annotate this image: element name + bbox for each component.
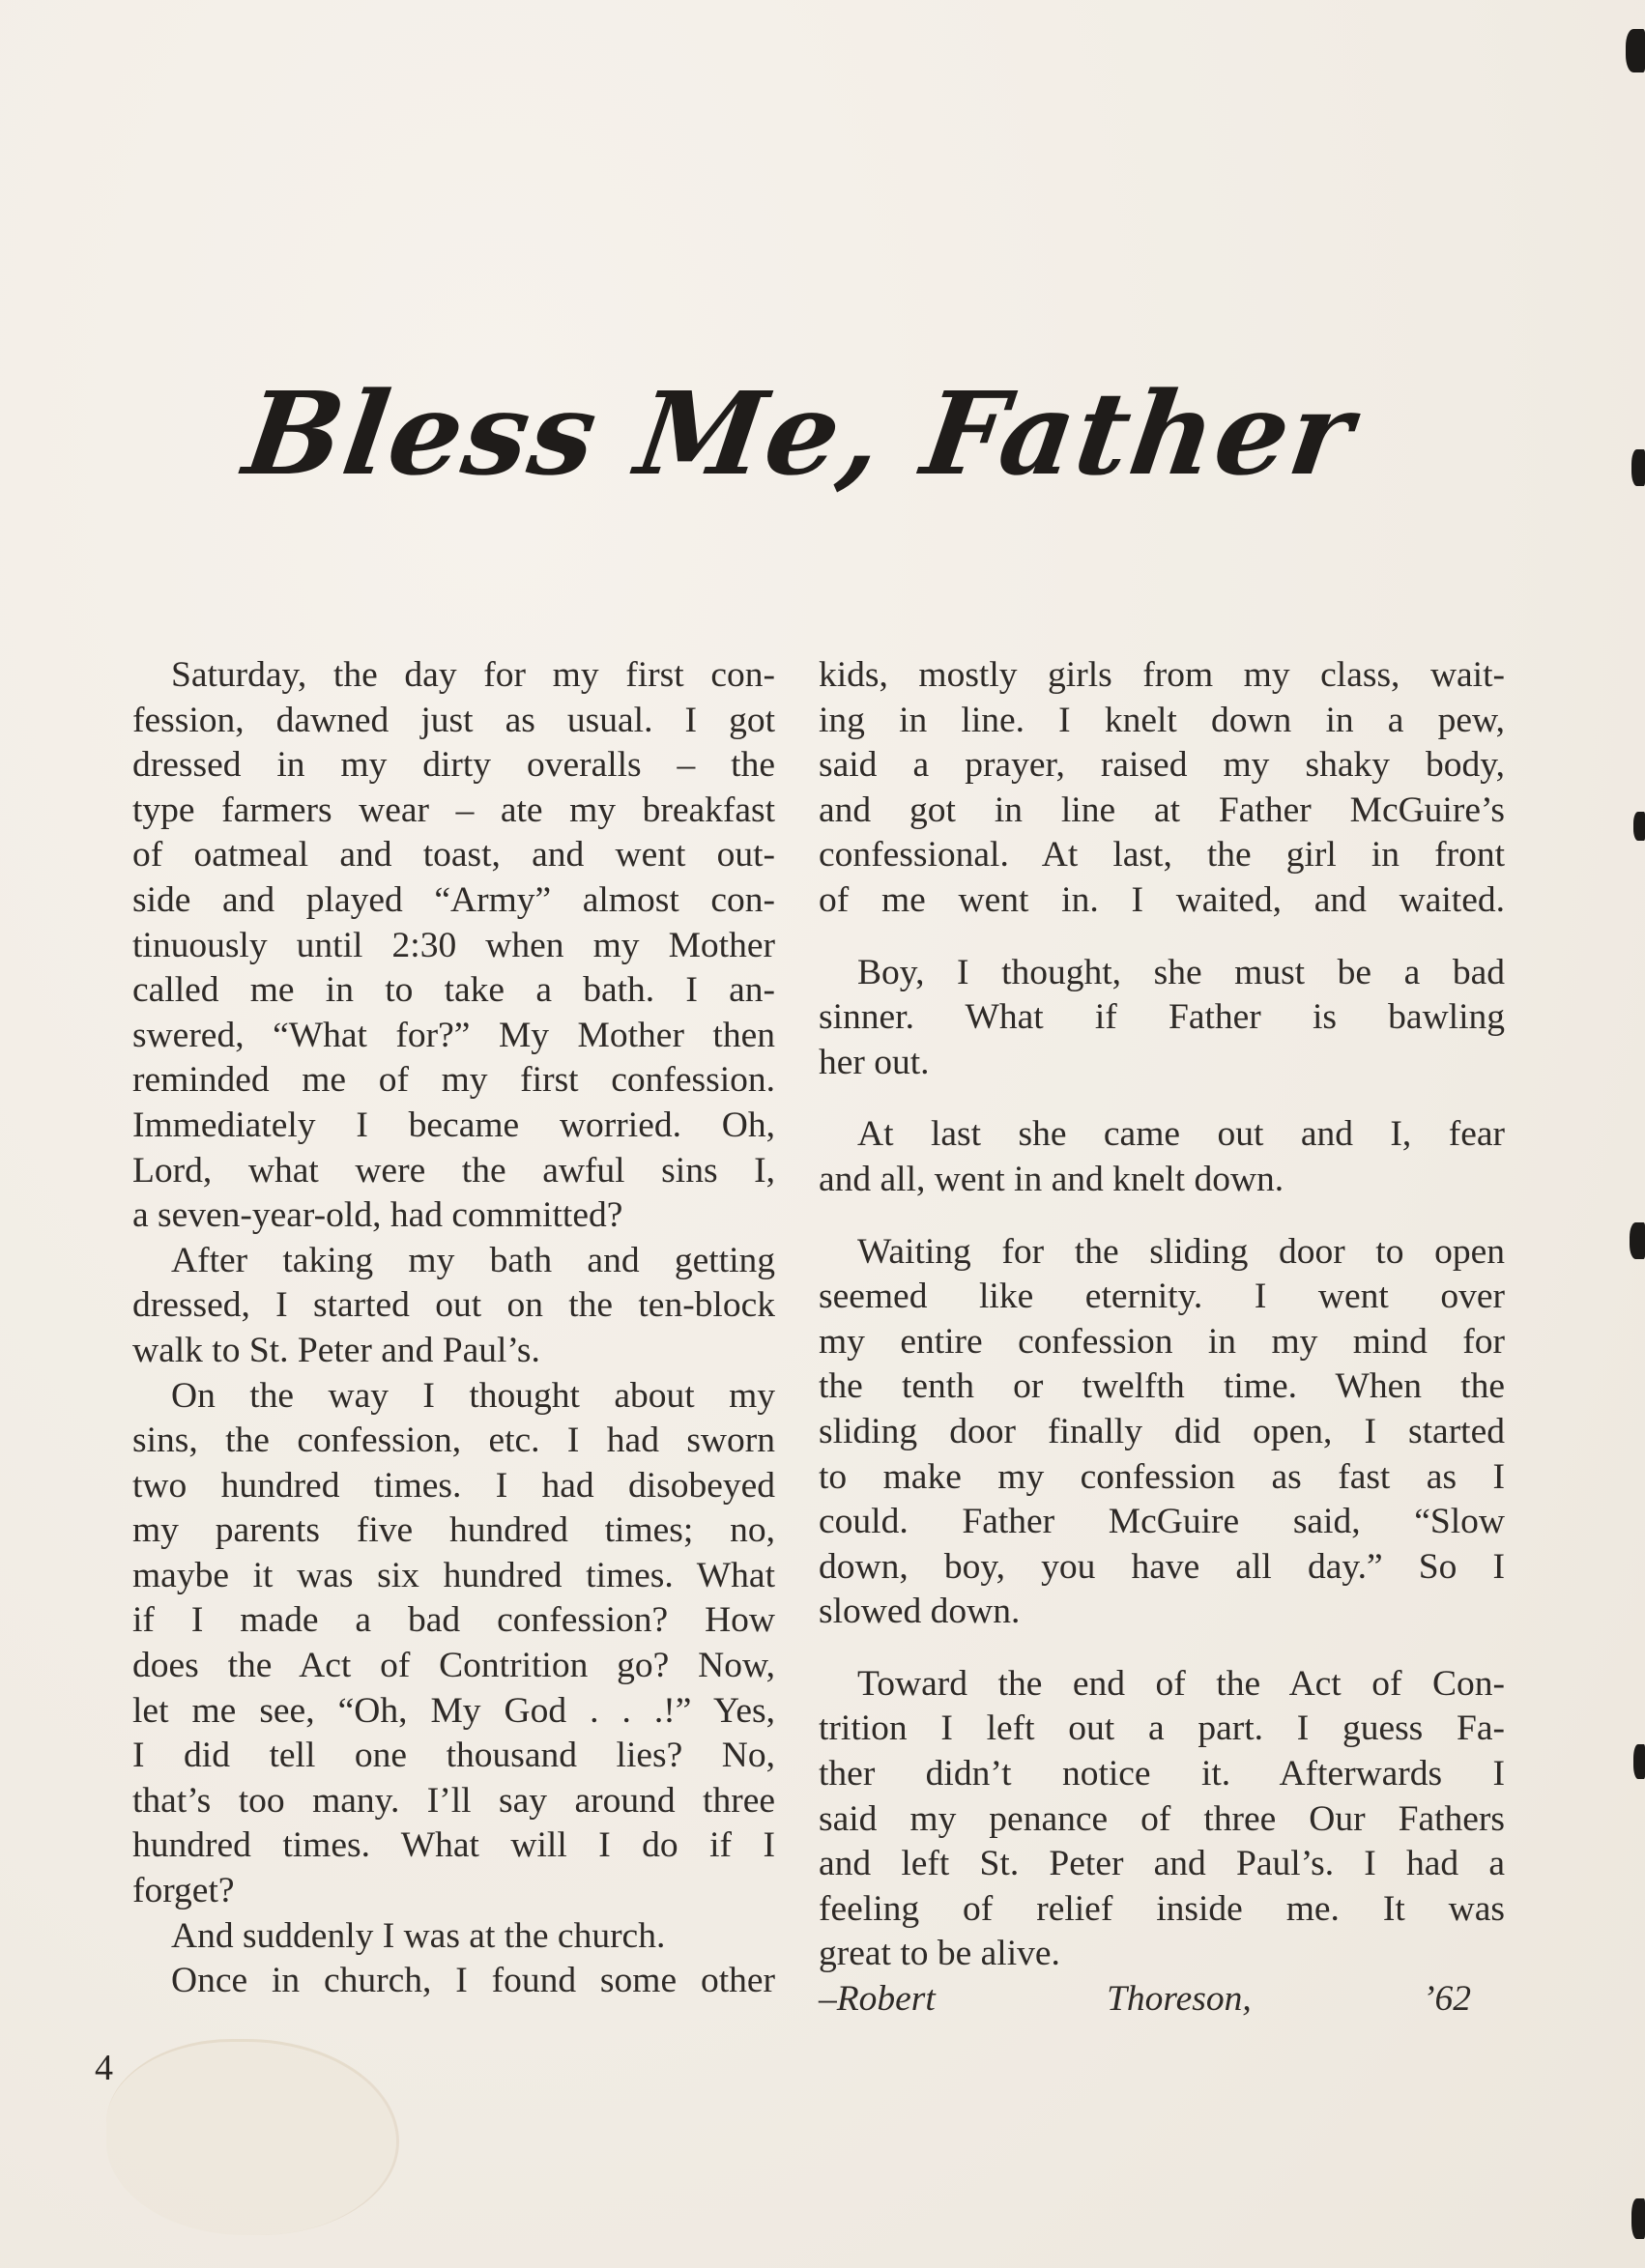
right-column <box>819 653 1505 2023</box>
text-line: her out. <box>819 1042 930 1082</box>
text-line: two hundred times. I had disobeyed <box>132 1465 775 1506</box>
author-signature: –Robert Thoreson, ’62 <box>819 1979 1471 2020</box>
text-line: trition I left out a part. I guess Fa- <box>819 1708 1505 1749</box>
text-line: let me see, “Oh, My God . . .!” Yes, <box>132 1690 775 1731</box>
text-line: of oatmeal and toast, and went out- <box>132 835 775 876</box>
text-line: of me went in. I waited, and waited. <box>819 879 1505 920</box>
left-column <box>132 653 775 2004</box>
text-line: I did tell one thousand lies? No, <box>132 1736 775 1776</box>
text-line: swered, “What for?” My Mother then <box>132 1015 775 1055</box>
text-line: type farmers wear – ate my breakfast <box>132 789 775 830</box>
text-line: feeling of relief inside me. It was <box>819 1888 1505 1929</box>
text-line: sins, the confession, etc. I had sworn <box>132 1421 775 1461</box>
text-line: kids, mostly girls from my class, wait- <box>819 655 1505 695</box>
text-line: down, boy, you have all day.” So I <box>819 1546 1505 1587</box>
text-line: confessional. At last, the girl in front <box>819 835 1505 876</box>
text-line: fession, dawned just as usual. I got <box>132 700 775 740</box>
text-line: called me in to take a bath. I an- <box>132 970 775 1011</box>
paragraph-gap <box>819 1085 1505 1112</box>
text-line: if I made a bad confession? How <box>132 1600 775 1641</box>
text-line: At last she came out and I, fear <box>857 1114 1505 1155</box>
text-line: tinuously until 2:30 when my Mother <box>132 925 775 965</box>
text-line: a seven-year-old, had committed? <box>132 1195 623 1236</box>
text-line: Waiting for the sliding door to open <box>857 1231 1505 1272</box>
edge-mark <box>1626 29 1645 72</box>
text-line: On the way I thought about my <box>171 1375 775 1416</box>
text-line: maybe it was six hundred times. What <box>132 1555 775 1595</box>
text-line: Toward the end of the Act of Con- <box>857 1663 1505 1704</box>
text-line: my entire confession in my mind for <box>819 1321 1505 1362</box>
edge-mark <box>1633 812 1645 841</box>
text-line: Lord, what were the awful sins I, <box>132 1150 775 1191</box>
text-line: Immediately I became worried. Oh, <box>132 1105 775 1145</box>
paragraph-gap <box>819 924 1505 951</box>
text-line: sinner. What if Father is bawling <box>819 997 1505 1038</box>
text-line: could. Father McGuire said, “Slow <box>819 1502 1505 1542</box>
text-line: great to be alive. <box>819 1934 1060 1974</box>
text-line: to make my confession as fast as I <box>819 1456 1505 1497</box>
text-line: slowed down. <box>819 1592 1021 1632</box>
text-line: and left St. Peter and Paul’s. I had a <box>819 1844 1505 1884</box>
text-line: Saturday, the day for my first con- <box>171 655 775 695</box>
text-line: does the Act of Contrition go? Now, <box>132 1646 775 1686</box>
text-line: ing in line. I knelt down in a pew, <box>819 700 1505 740</box>
edge-mark <box>1631 2198 1645 2239</box>
text-line: and all, went in and knelt down. <box>819 1159 1284 1199</box>
text-line: Boy, I thought, she must be a bad <box>857 952 1505 992</box>
text-line: walk to St. Peter and Paul’s. <box>132 1330 540 1370</box>
edge-mark <box>1631 449 1645 486</box>
article-title: Bless Me, Father <box>237 366 1363 502</box>
text-line: forget? <box>132 1871 235 1911</box>
text-line: Once in church, I found some other <box>171 1961 775 2001</box>
text-line: that’s too many. I’ll say around three <box>132 1780 775 1821</box>
text-line: After taking my bath and getting <box>171 1240 775 1280</box>
text-line: dressed in my dirty overalls – the <box>132 745 775 786</box>
text-line: reminded me of my first confession. <box>132 1060 775 1101</box>
text-line: the tenth or twelfth time. When the <box>819 1366 1505 1407</box>
text-line: my parents five hundred times; no, <box>132 1510 775 1551</box>
edge-mark <box>1633 1744 1645 1779</box>
paragraph-gap <box>819 1635 1505 1662</box>
paragraph-gap <box>819 1203 1505 1230</box>
page-number: 4 <box>95 2048 113 2088</box>
text-line: sliding door finally did open, I started <box>819 1411 1505 1451</box>
text-line: said my penance of three Our Fathers <box>819 1798 1505 1839</box>
edge-mark <box>1630 1222 1645 1259</box>
text-line: and got in line at Father McGuire’s <box>819 789 1505 830</box>
text-line: hundred times. What will I do if I <box>132 1825 775 1866</box>
text-line: dressed, I started out on the ten-block <box>132 1285 775 1326</box>
text-line: ther didn’t notice it. Afterwards I <box>819 1754 1505 1794</box>
text-line: seemed like eternity. I went over <box>819 1277 1505 1317</box>
text-line: side and played “Army” almost con- <box>132 879 775 920</box>
text-line: And suddenly I was at the church. <box>171 1915 666 1956</box>
text-line: said a prayer, raised my shaky body, <box>819 745 1505 786</box>
